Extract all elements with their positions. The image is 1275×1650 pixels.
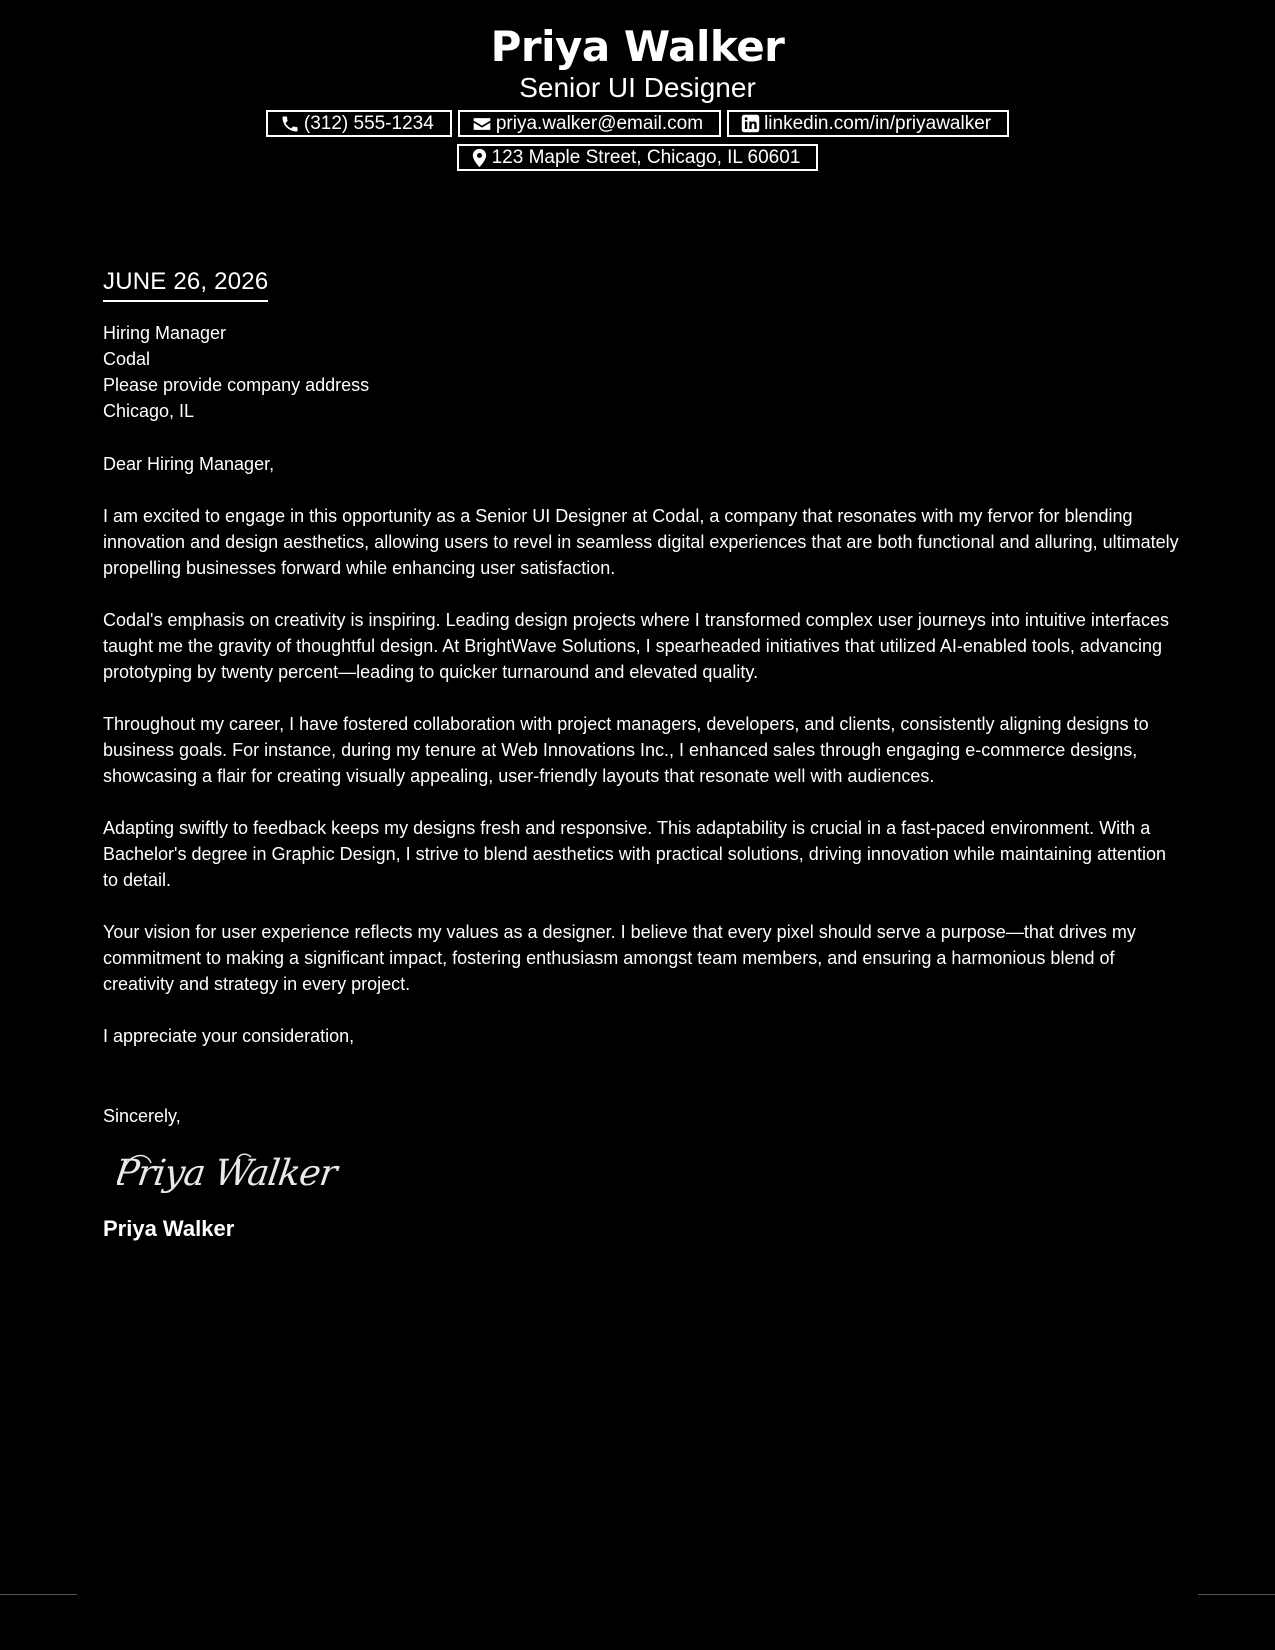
map-pin-icon	[471, 148, 488, 168]
body-paragraph: Throughout my career, I have fostered collaboration with project managers, developers, and clients, consistently aligning designs to business goals. For instance, during my tenure at Web Innovations Inc., I enhanced sales through engaging e-commerce designs, showcasing a flair for creating visually appealing, user-friendly layouts that resonate well with audiences.	[103, 714, 1149, 786]
linkedin-icon	[741, 114, 760, 133]
letter-date: JUNE 26, 2026	[103, 266, 268, 302]
applicant-name: Priya Walker	[490, 22, 785, 71]
contact-phone-text: (312) 555-1234	[303, 112, 434, 134]
body-paragraph: Your vision for user experience reflects my values as a designer. I believe that every pixel should serve a purpose—that drives my commitment to making a significant impact, fostering enthusiasm amongst team members, and ensuring a harmonious blend of creativity and strategy in every project.	[103, 922, 1136, 994]
contact-linkedin-text: linkedin.com/in/priyawalker	[764, 112, 992, 134]
recipient-line: Please provide company address	[103, 375, 370, 395]
footer-rule-right	[1198, 1594, 1275, 1595]
envelope-icon	[472, 114, 492, 134]
contact-email-text: priya.walker@email.com	[495, 112, 704, 134]
applicant-title: Senior UI Designer	[519, 72, 756, 103]
handwritten-signature	[117, 1143, 357, 1203]
closing-line: I appreciate your consideration,	[103, 1026, 355, 1046]
contact-email[interactable]	[458, 110, 721, 137]
recipient-line: Codal	[103, 349, 151, 369]
contact-row-primary	[0, 110, 1275, 137]
letter-body	[103, 266, 1183, 1243]
contact-phone[interactable]	[266, 110, 452, 137]
sign-off: Sincerely,	[103, 1106, 181, 1126]
recipient-line: Hiring Manager	[103, 323, 227, 343]
greeting: Dear Hiring Manager,	[103, 454, 275, 474]
contact-linkedin[interactable]	[727, 110, 1009, 137]
svg-text:Priya Walker: Priya Walker	[117, 1151, 340, 1194]
contact-row-secondary	[0, 144, 1275, 171]
body-paragraph: I am excited to engage in this opportunity as a Senior UI Designer at Codal, a company that resonates with my fervor for blending innovation and design aesthetics, allowing users to revel in seamless digital experiences that are both functional and alluring, ultimately propelling businesses forward while enhancing user satisfaction.	[103, 506, 1179, 578]
contact-address-text: 123 Maple Street, Chicago, IL 60601	[491, 146, 801, 168]
body-paragraph: Codal's emphasis on creativity is inspiring. Leading design projects where I transformed complex user journeys into intuitive interfaces taught me the gravity of thoughtful design. At BrightWave Solutions, I spearheaded initiatives that utilized AI-enabled tools, advancing prototyping by twenty percent—leading to quicker turnaround and elevated quality.	[103, 610, 1169, 682]
letter-header	[0, 22, 1275, 171]
contact-address[interactable]	[457, 144, 819, 171]
recipient-line: Chicago, IL	[103, 401, 195, 421]
body-paragraph: Adapting swiftly to feedback keeps my designs fresh and responsive. This adaptability is crucial in a fast-paced environment. With a Bachelor's degree in Graphic Design, I strive to blend aesthetics with practical solutions, driving innovation while maintaining attention to detail.	[103, 818, 1167, 890]
signed-name: Priya Walker	[103, 1216, 235, 1241]
footer-rule-left	[0, 1594, 77, 1595]
recipient-block	[103, 320, 1183, 424]
phone-icon	[280, 114, 300, 134]
